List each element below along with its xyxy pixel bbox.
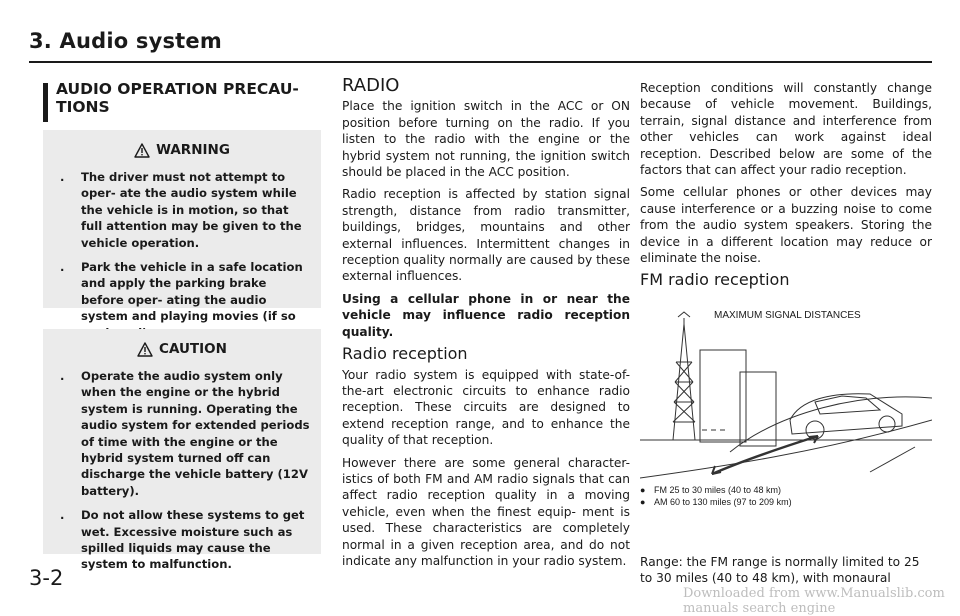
signal-distance-figure bbox=[640, 302, 932, 507]
caution-box bbox=[43, 329, 321, 572]
figure-legend bbox=[640, 484, 792, 508]
paragraph: Some cellular phones or other devices may cause interference or a buzzing noise to come from the audio system speakers. Storing the device in a different location may reduce or eliminate the noise. bbox=[640, 185, 932, 266]
caution-title bbox=[43, 341, 321, 357]
warning-triangle-icon bbox=[134, 143, 150, 158]
chapter-title: 3. Audio system bbox=[29, 29, 222, 53]
legend-fm: ● FM 25 to 30 miles (40 to 48 km) bbox=[640, 484, 792, 496]
caution-item: . Operate the audio system only when the engine or the hybrid system is running. Operating the audio system for extended periods of time with the engine or the hybrid system turned off can discharge the vehicle battery (12V battery). bbox=[60, 369, 310, 498]
legend-am: ● AM 60 to 130 miles (97 to 209 km) bbox=[640, 496, 792, 508]
bold-note: Using a cellular phone in or near the vehicle may influence radio reception quality. bbox=[342, 291, 630, 339]
caution-triangle-icon bbox=[137, 342, 153, 357]
warning-item: . Park the vehicle in a safe location and apply the parking brake before oper- ating the audio system and playing movies (if so bbox=[60, 260, 303, 324]
caution-label: CAUTION bbox=[159, 341, 227, 357]
page-number: 3-2 bbox=[29, 566, 64, 590]
section-bar bbox=[43, 83, 48, 122]
figure-title: MAXIMUM SIGNAL DISTANCES bbox=[714, 310, 861, 321]
paragraph: Place the ignition switch in the ACC or ON position before turning on the radio. If you listen to the radio with the engine or the hybrid system not running, the ignition switch should be placed in the ACC position. bbox=[342, 99, 630, 180]
warning-title bbox=[43, 142, 321, 158]
warning-label: WARNING bbox=[156, 142, 230, 158]
caution-item: . Do not allow these systems to get wet. Excessive moisture such as spilled liquids may cause the system to malfunction. bbox=[60, 508, 305, 572]
paragraph: Reception conditions will constantly change because of vehicle movement. Buildings, terrain, signal distance and interference from other vehicles can work against ideal reception. Described below are some of the factors that can affect your radio reception. bbox=[640, 81, 932, 178]
reception-section bbox=[640, 80, 932, 289]
header-rule bbox=[29, 61, 932, 63]
radio-section bbox=[342, 75, 630, 575]
range-paragraph: Range: the FM range is normally limited to 25 to 30 miles (40 to 48 km), with monaural bbox=[640, 555, 920, 586]
fm-reception-heading: FM radio reception bbox=[640, 270, 790, 290]
warning-box bbox=[43, 130, 321, 324]
paragraph: Your radio system is equipped with state-of- the-art electronic circuits to enhance radio reception. These circuits are designed to extend reception range, and to enhance the quality of that reception. bbox=[342, 367, 630, 448]
section-title: AUDIO OPERATION PRECAU- TIONS bbox=[56, 80, 299, 116]
radio-reception-heading: Radio reception bbox=[342, 344, 468, 364]
paragraph: However there are some general character- istics of both FM and AM radio signals that can affect radio reception quality in a moving vehicle, even when the finest equip- ment is used. These characteristics are completely normal in a given reception area, and do not indicate any malfunction in your radio system. bbox=[342, 455, 630, 568]
radio-heading: RADIO bbox=[342, 75, 400, 96]
precautions-heading bbox=[43, 80, 321, 116]
footer-watermark: Downloaded from www.Manualslib.com manuals search engine bbox=[683, 586, 945, 616]
paragraph: Radio reception is affected by station signal strength, distance from radio transmitter, buildings, bridges, mountains and other external influences. Intermittent changes in reception quality normally are caused by these external influences. bbox=[342, 187, 630, 284]
signal-illustration bbox=[640, 302, 932, 484]
warning-item: . The driver must not attempt to oper- ate the audio system while the vehicle is in motion, so that full attention may be given to the vehicle operation. bbox=[60, 170, 302, 250]
